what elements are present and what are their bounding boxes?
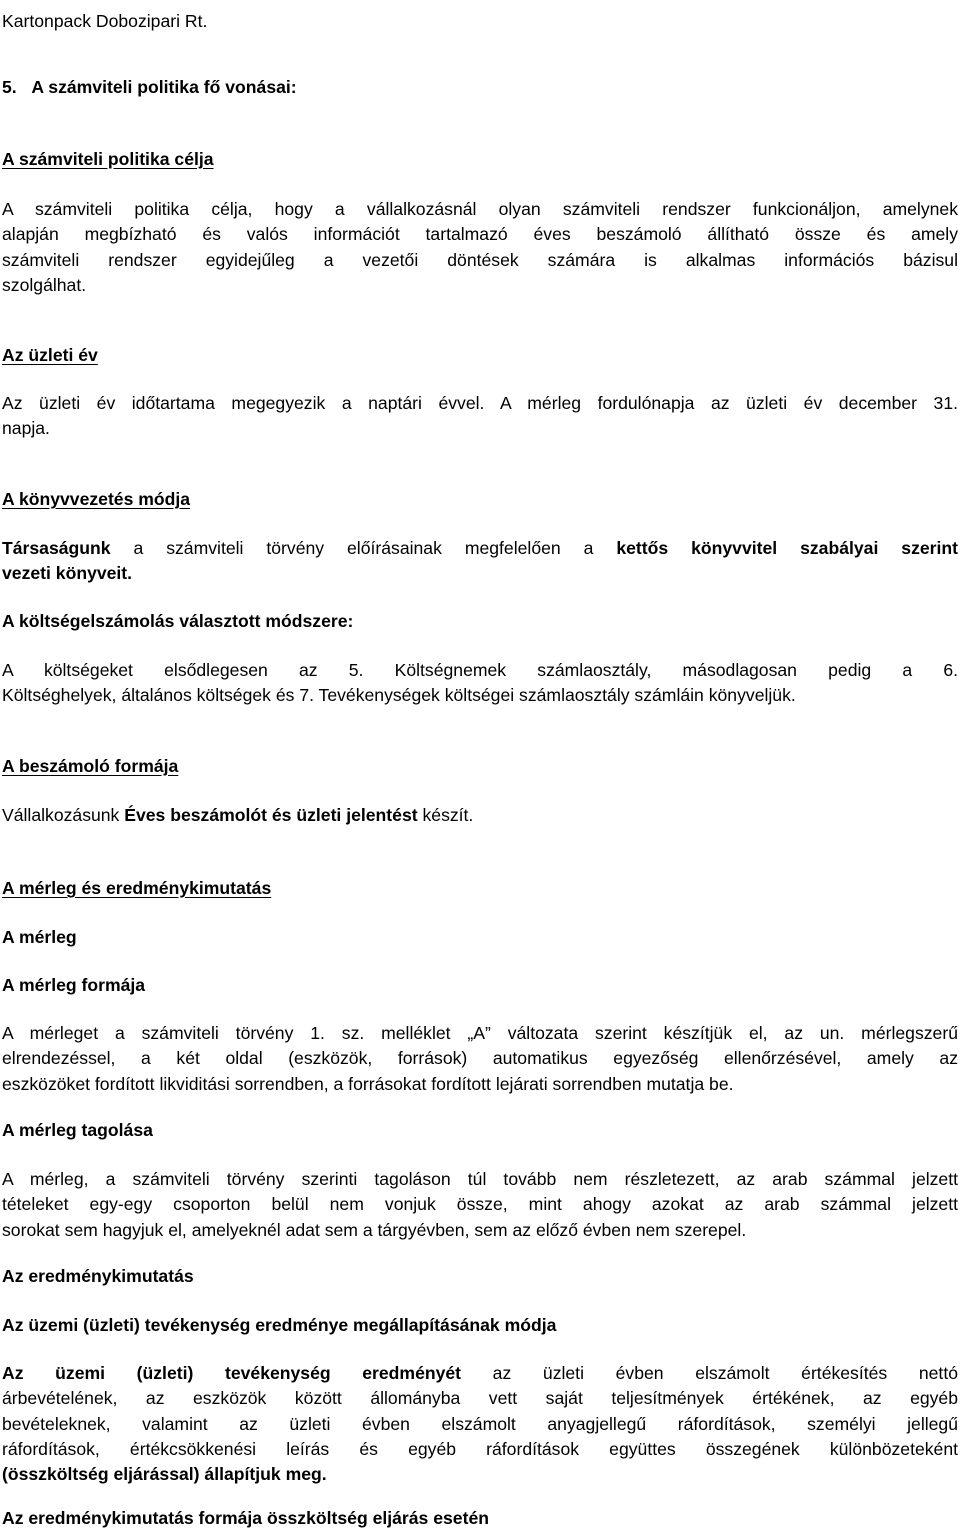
- plain-text: az üzleti évben elszámolt értékesítés nettó: [461, 1363, 958, 1383]
- heading-uzleti-ev: Az üzleti év: [2, 345, 98, 365]
- bold-text: Az üzemi (üzleti) tevékenység eredményét: [2, 1363, 462, 1383]
- plain-text: a számviteli törvény előírásainak megfelelően a: [110, 538, 617, 558]
- section-title: [2, 75, 958, 100]
- heading-koltsegszamolas: A költségelszámolás választott módszere:: [2, 611, 354, 631]
- heading-merleg-formaja: A mérleg formája: [2, 975, 146, 995]
- heading-merleg-tagolasa: A mérleg tagolása: [2, 1120, 153, 1140]
- plain-text: Vállalkozásunk: [2, 805, 125, 825]
- paragraph-line: ráfordítások, értékcsökkenési leírás és egyéb ráfordítások együttes összegének különbözeteként: [2, 1438, 958, 1459]
- heading-beszamolo: A beszámoló formája: [2, 756, 179, 776]
- bold-text: kettős könyvvitel szabályai szerint: [616, 538, 958, 558]
- heading-eredmenykimutatas: Az eredménykimutatás: [2, 1266, 194, 1286]
- heading-merleg-eredmeny: A mérleg és eredménykimutatás: [2, 878, 272, 898]
- heading-merleg: A mérleg: [2, 927, 77, 947]
- section-number: 5.: [2, 77, 17, 97]
- paragraph-line: eszközöket fordított likviditási sorrendben, a forrásokat fordított lejárati sorrendben mutatja be.: [2, 1073, 734, 1094]
- paragraph-line: bevételeknek, valamint az üzleti évben elszámolt anyagjellegű ráfordítások, személyi jellegű: [2, 1413, 958, 1434]
- paragraph-koltsegszamolas: [2, 658, 958, 709]
- paragraph-uzemi-eredmeny: [2, 1361, 958, 1487]
- paragraph-line: sorokat sem hagyjuk el, amelyeknél adat sem a tárgyévben, sem az előző évben nem szerepel.: [2, 1219, 747, 1240]
- heading-uzemi-eredmeny: Az üzemi (üzleti) tevékenység eredménye megállapításának módja: [2, 1315, 557, 1335]
- heading-eredmenykimutatas-formaja: Az eredménykimutatás formája összköltség eljárás esetén: [2, 1508, 489, 1528]
- section-title-text: A számviteli politika fő vonásai:: [31, 77, 297, 97]
- paragraph-line: [2, 536, 958, 561]
- paragraph-konyvvezetes: [2, 536, 958, 587]
- paragraph-beszamolo: [2, 803, 958, 828]
- paragraph-uzleti-ev: [2, 391, 958, 442]
- plain-text: készít.: [417, 805, 474, 825]
- paragraph-line: szolgálhat.: [2, 274, 87, 295]
- company-header: Kartonpack Dobozipari Rt.: [2, 11, 208, 31]
- paragraph-line: A számviteli politika célja, hogy a vállalkozásnál olyan számviteli rendszer funkcionáljon, amelynek: [2, 199, 958, 219]
- paragraph-line: A költségeket elsődlegesen az 5. Költségnemek számlaosztály, másodlagosan pedig a 6.: [2, 660, 958, 680]
- paragraph-line: A mérleg, a számviteli törvény szerinti tagoláson túl tovább nem részletezett, az arab számmal jelzett: [2, 1169, 958, 1189]
- paragraph-merleg-tagolasa: [2, 1167, 958, 1243]
- paragraph-line: [2, 1361, 958, 1386]
- paragraph-line: tételeket egy-egy csoporton belül nem vonjuk össze, mint ahogy azokat az arab számmal jelzett: [2, 1194, 958, 1215]
- paragraph-line: számviteli rendszer egyidejűleg a vezetői döntések számára is alkalmas információs bázisul: [2, 249, 958, 270]
- heading-politika-celja: A számviteli politika célja: [2, 149, 214, 169]
- heading-konyvvezetes: A könyvvezetés módja: [2, 489, 191, 509]
- paragraph-politika-celja: [2, 197, 958, 298]
- paragraph-line: elrendezéssel, a két oldal (eszközök, források) automatikus egyezőség ellenőrzésével, amely az: [2, 1048, 958, 1069]
- paragraph-line: vezeti könyveit.: [2, 563, 133, 584]
- paragraph-merleg-formaja: [2, 1021, 958, 1097]
- paragraph-line: A mérleget a számviteli törvény 1. sz. melléklet „A” változata szerint készítjük el, az un. mérlegszerű: [2, 1023, 958, 1043]
- paragraph-line: Az üzleti év időtartama megegyezik a naptári évvel. A mérleg fordulónapja az üzleti év december 31.: [2, 393, 958, 413]
- paragraph-line: (összköltség eljárással) állapítjuk meg.: [2, 1464, 327, 1485]
- bold-text: Éves beszámolót és üzleti jelentést: [124, 805, 418, 825]
- paragraph-line: Költséghelyek, általános költségek és 7. Tevékenységek költségei számlaosztály számláin könyveljük.: [2, 685, 796, 706]
- paragraph-line: árbevételének, az eszközök között állományba vett saját teljesítmények értékének, az egyéb: [2, 1388, 958, 1409]
- paragraph-line: napja.: [2, 418, 50, 439]
- bold-text: Társaságunk: [2, 538, 111, 558]
- paragraph-line: alapján megbízható és valós információt tartalmazó éves beszámoló állítható össze és amely: [2, 224, 958, 245]
